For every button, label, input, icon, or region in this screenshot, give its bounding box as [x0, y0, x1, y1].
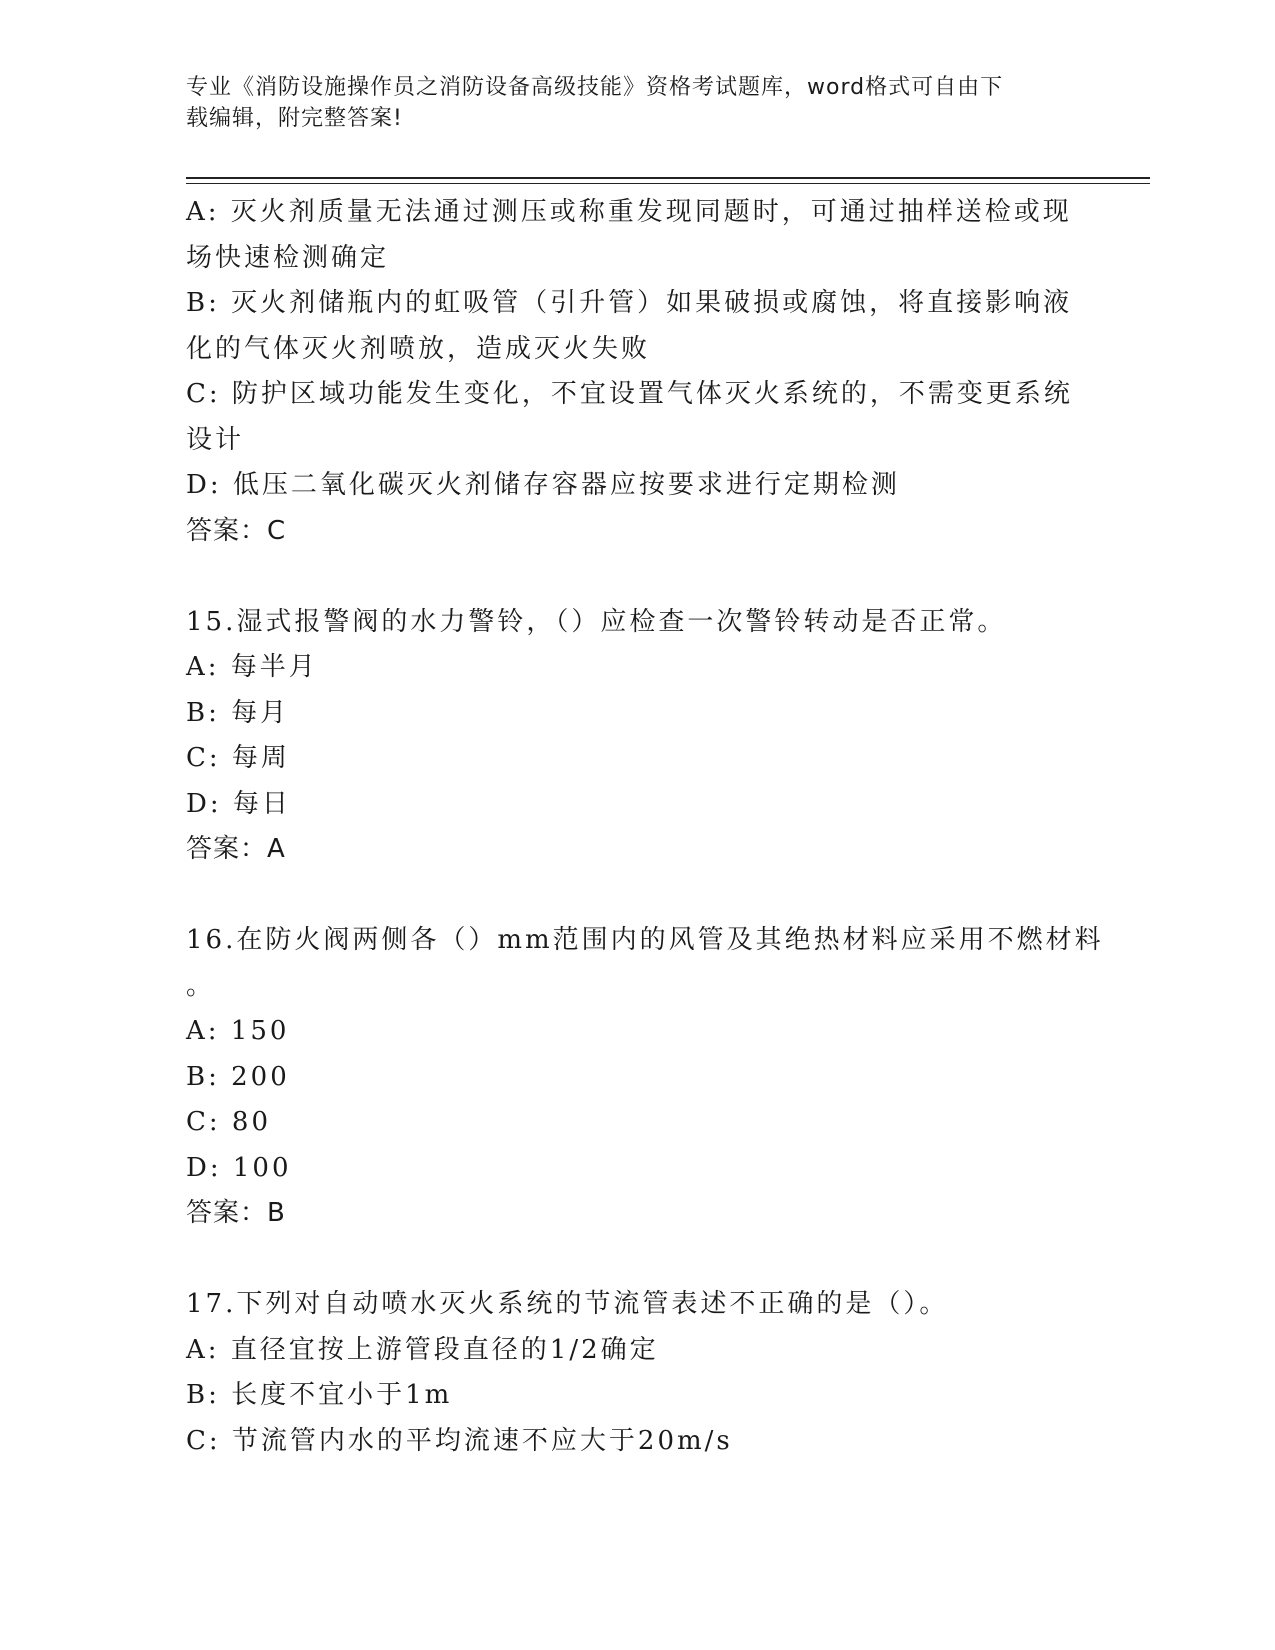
q15-option-c: C: 每周	[186, 743, 290, 773]
q15-option-d: D: 每日	[186, 788, 291, 819]
q15-stem: 15.湿式报警阀的水力警铃，（）应检查一次警铃转动是否正常。	[186, 606, 1007, 637]
q15-option-b: B: 每月	[186, 697, 290, 728]
question-15	[186, 600, 1086, 873]
question-content	[186, 190, 1104, 1464]
header-line-2: 载编辑，附完整答案!	[186, 106, 403, 131]
q14-option-c-line-1: C: 防护区域功能发生变化，不宜设置气体灭火系统的，不需变更系统	[186, 379, 1073, 409]
spacer	[186, 873, 1086, 919]
spacer	[186, 554, 1086, 600]
q17-option-c: C: 节流管内水的平均流速不应大于20m/s	[186, 1425, 733, 1456]
q16-answer: 答案：B	[186, 1198, 286, 1228]
header-line-1: 专业《消防设施操作员之消防设备高级技能》资格考试题库，word格式可自由下	[186, 75, 1004, 100]
q14-option-c-line-2: 设计	[186, 424, 245, 455]
page-header	[186, 72, 1066, 134]
q14-option-d: D: 低压二氧化碳灭火剂储存容器应按要求进行定期检测	[186, 470, 900, 500]
q17-option-a: A: 直径宜按上游管段直径的1/2确定	[186, 1334, 659, 1365]
q17-stem: 17.下列对自动喷水灭火系统的节流管表述不正确的是（）。	[186, 1289, 949, 1319]
q14-answer: 答案：C	[186, 515, 287, 546]
question-17	[186, 1282, 1086, 1464]
question-16	[186, 918, 1104, 1237]
q14-option-a-line-2: 场快速检测确定	[186, 242, 390, 273]
question-14	[186, 190, 1086, 554]
q16-option-c: C: 80	[186, 1107, 272, 1137]
q16-option-d: D: 100	[186, 1152, 292, 1183]
q14-option-a-line-1: A: 灭火剂质量无法通过测压或称重发现同题时，可通过抽样送检或现	[186, 197, 1072, 227]
q17-option-b: B: 长度不宜小于1m	[186, 1380, 453, 1410]
q16-stem-line-2: 。	[186, 970, 216, 1001]
q14-option-b-line-1: B: 灭火剂储瓶内的虹吸管（引升管）如果破损或腐蚀，将直接影响液	[186, 288, 1073, 318]
q16-option-a: A: 150	[186, 1016, 290, 1046]
q15-option-a: A: 每半月	[186, 652, 318, 682]
q16-stem-line-1: 16.在防火阀两侧各（）mm范围内的风管及其绝热材料应采用不燃材料	[186, 925, 1104, 955]
q15-answer: 答案：A	[186, 834, 286, 864]
q14-option-b-line-2: 化的气体灭火剂喷放，造成灭火失败	[186, 333, 651, 364]
spacer	[186, 1237, 1086, 1283]
header-divider-thin	[186, 183, 1150, 184]
q16-option-b: B: 200	[186, 1061, 290, 1092]
header-divider-thick	[186, 177, 1150, 179]
